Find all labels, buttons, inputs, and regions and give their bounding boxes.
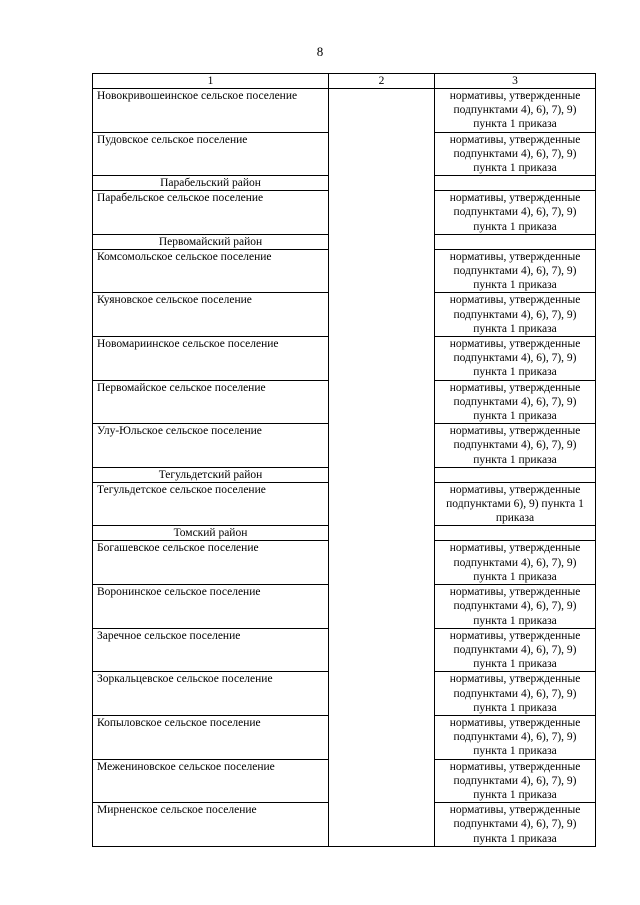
settlement-name: Пудовское сельское поселение [93,132,329,176]
norm-text: нормативы, утвержденные подпунктами 4), 6), 7), 9) пункта 1 приказа [435,89,596,133]
settlement-name: Зоркальцевское сельское поселение [93,672,329,716]
table-row [93,803,596,847]
empty-cell [435,176,596,191]
norm-text: нормативы, утвержденные подпунктами 4), 6), 7), 9) пункта 1 приказа [435,585,596,629]
table-row [93,293,596,337]
settlement-name: Новомариинское сельское поселение [93,337,329,381]
table-row [93,715,596,759]
settlement-name: Богашевское сельское поселение [93,541,329,585]
empty-cell [329,672,435,716]
norm-text: нормативы, утвержденные подпунктами 4), 6), 7), 9) пункта 1 приказа [435,424,596,468]
settlement-name: Тегульдетское сельское поселение [93,482,329,526]
norm-text: нормативы, утвержденные подпунктами 4), 6), 7), 9) пункта 1 приказа [435,672,596,716]
district-row [93,526,596,541]
district-name: Тегульдетский район [93,467,329,482]
empty-cell [329,380,435,424]
empty-cell [329,234,435,249]
table-row [93,628,596,672]
empty-cell [435,467,596,482]
empty-cell [329,482,435,526]
settlement-name: Копыловское сельское поселение [93,715,329,759]
empty-cell [329,89,435,133]
empty-cell [329,541,435,585]
norm-text: нормативы, утвержденные подпунктами 4), 6), 7), 9) пункта 1 приказа [435,803,596,847]
norm-text: нормативы, утвержденные подпунктами 4), 6), 7), 9) пункта 1 приказа [435,249,596,293]
norm-text: нормативы, утвержденные подпунктами 4), 6), 7), 9) пункта 1 приказа [435,132,596,176]
empty-cell [435,234,596,249]
norm-text: нормативы, утвержденные подпунктами 4), 6), 7), 9) пункта 1 приказа [435,715,596,759]
column-header-1: 1 [93,74,329,89]
empty-cell [329,176,435,191]
settlement-name: Межениновское сельское поселение [93,759,329,803]
table-row [93,541,596,585]
norm-text: нормативы, утвержденные подпунктами 4), 6), 7), 9) пункта 1 приказа [435,337,596,381]
norm-text: нормативы, утвержденные подпунктами 4), 6), 7), 9) пункта 1 приказа [435,541,596,585]
table-row [93,89,596,133]
empty-cell [329,759,435,803]
empty-cell [329,585,435,629]
table-row [93,337,596,381]
table-row [93,424,596,468]
norms-table [92,73,596,847]
settlement-name: Парабельское сельское поселение [93,191,329,235]
district-row [93,467,596,482]
district-name: Парабельский район [93,176,329,191]
empty-cell [329,628,435,672]
district-row [93,234,596,249]
table-row [93,759,596,803]
empty-cell [329,132,435,176]
settlement-name: Заречное сельское поселение [93,628,329,672]
table-header-row [93,74,596,89]
settlement-name: Куяновское сельское поселение [93,293,329,337]
district-row [93,176,596,191]
table-row [93,380,596,424]
settlement-name: Воронинское сельское поселение [93,585,329,629]
column-header-2: 2 [329,74,435,89]
district-name: Первомайский район [93,234,329,249]
empty-cell [329,526,435,541]
empty-cell [329,803,435,847]
column-header-3: 3 [435,74,596,89]
settlement-name: Мирненское сельское поселение [93,803,329,847]
settlement-name: Улу-Юльское сельское поселение [93,424,329,468]
norm-text: нормативы, утвержденные подпунктами 4), 6), 7), 9) пункта 1 приказа [435,191,596,235]
table-row [93,585,596,629]
table-row [93,482,596,526]
empty-cell [329,715,435,759]
settlement-name: Первомайское сельское поселение [93,380,329,424]
empty-cell [329,424,435,468]
norm-text: нормативы, утвержденные подпунктами 4), 6), 7), 9) пункта 1 приказа [435,628,596,672]
table-row [93,191,596,235]
norm-text: нормативы, утвержденные подпунктами 6), 9) пункта 1 приказа [435,482,596,526]
empty-cell [329,191,435,235]
page-number: 8 [316,44,324,59]
empty-cell [329,293,435,337]
norm-text: нормативы, утвержденные подпунктами 4), 6), 7), 9) пункта 1 приказа [435,759,596,803]
table-row [93,249,596,293]
empty-cell [329,467,435,482]
empty-cell [329,337,435,381]
table-row [93,132,596,176]
norm-text: нормативы, утвержденные подпунктами 4), 6), 7), 9) пункта 1 приказа [435,293,596,337]
empty-cell [435,526,596,541]
table-row [93,672,596,716]
settlement-name: Новокривошеинское сельское поселение [93,89,329,133]
empty-cell [329,249,435,293]
norm-text: нормативы, утвержденные подпунктами 4), 6), 7), 9) пункта 1 приказа [435,380,596,424]
settlement-name: Комсомольское сельское поселение [93,249,329,293]
district-name: Томский район [93,526,329,541]
